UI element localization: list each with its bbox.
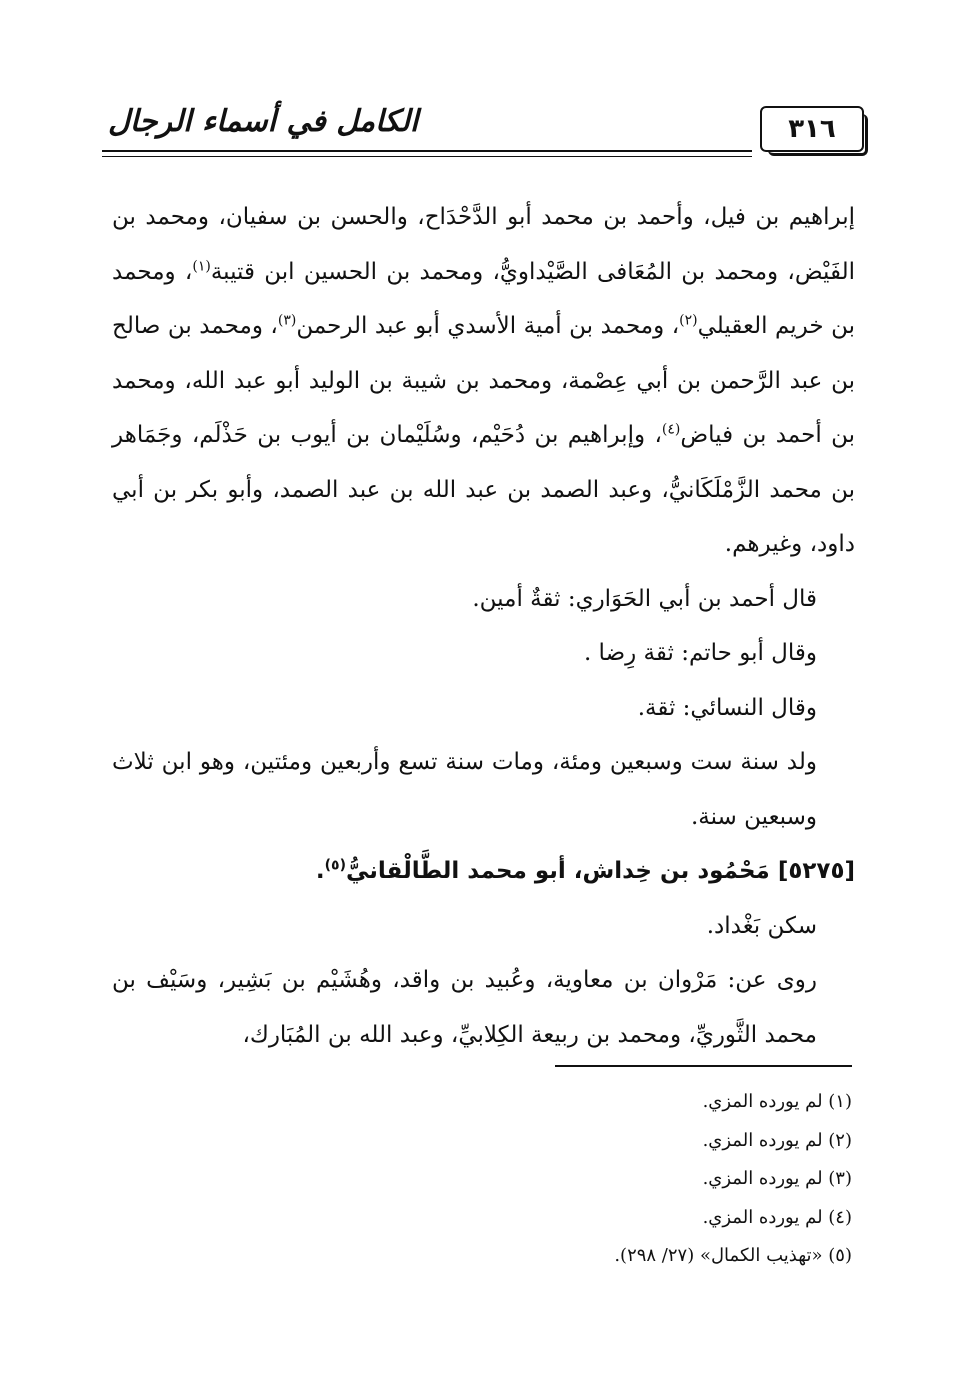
page-header: [102, 100, 864, 162]
footnote-ref-4[interactable]: (٤): [661, 421, 681, 438]
quote-abu-hatim: وقال أبو حاتم: ثقة رِضا .: [583, 640, 817, 666]
footnote-ref-5[interactable]: (٥): [324, 857, 346, 874]
footnote-3: (٣) لم يورده المزي.: [702, 1168, 852, 1189]
paragraph-narrators: إبراهيم بن فيل، وأحمد بن محمد أبو الدَّحْدَاح، والحسن بن سفيان، ومحمد بن الفَيْض، ومحمد بن المُعَافى الصَّيْداويُّ، ومحمد بن الحسين ابن قتيبة$^{(١)}$، ومحمد بن خريم العقيلي$^{(٢)}$، ومحمد بن أمية الأسدي أبو عبد الرحمن$^{(٣)}$، ومحمد بن صالح بن عبد الرَّحمن بن أبي عِصْمة، ومحمد بن شيبة بن الوليد أبو عبد الله، ومحمد بن أحمد بن فياض$^{(٤)}$، وإبراهيم بن دُحَيْم، وسُلَيْمان بن أيوب بن حَذْلَم، وجَمَاهر بن محمد الزَّمْلَكَانيُّ، وعبد الصمد بن عبد الله بن عبد الصمد، وأبو بكر بن أبي داود، وغيرهم.: [112, 204, 855, 557]
footnote-separator: [555, 1065, 852, 1067]
footnote-ref-2[interactable]: (٢): [679, 312, 698, 329]
footnote-1: (١) لم يورده المزي.: [702, 1091, 852, 1112]
paragraph-residence: سكن بَغْداد.: [706, 912, 817, 939]
main-text: [112, 190, 855, 1062]
quote-ahmad: قال أحمد بن أبي الحَوَاري: ثقةٌ أمين.: [472, 585, 817, 612]
page-number: ٣١٦: [760, 106, 864, 152]
entry-heading: [٥٢٧٥] مَحْمُود بن خِداش، أبو محمد الطَّالْقانيُّ$^{(٥)}$.: [315, 857, 855, 884]
header-rule-thin: [102, 156, 752, 157]
footnote-2: (٢) لم يورده المزي.: [702, 1129, 852, 1151]
paragraph-birth-death: ولد سنة ست وسبعين ومئة، ومات سنة تسع وأربعين ومئتين، وهو ابن ثلاث وسبعين سنة.: [112, 749, 817, 830]
book-title: الكامل في أسماء الرجال: [108, 104, 419, 139]
quote-nasai: وقال النسائي: ثقة.: [637, 694, 817, 721]
footnote-4: (٤) لم يورده المزي.: [702, 1206, 852, 1228]
footnotes: [112, 1083, 852, 1276]
footnote-ref-3[interactable]: (٣): [277, 312, 297, 329]
entry-name: مَحْمُود بن خِداش، أبو محمد الطَّالْقانيُّ: [345, 858, 770, 884]
footnote-ref-1[interactable]: (١): [192, 257, 211, 274]
header-rule: [102, 150, 752, 152]
entry-number: [٥٢٧٥]: [777, 858, 855, 884]
paragraph-narrated-from: روى عن: مَرْوان بن معاوية، وعُبيد بن واقد، وهُشَيْم بن بَشِير، وسَيْف بن محمد الثَّوريِّ، ومحمد بن ربيعة الكِلابيِّ، وعبد الله بن المُبَارك،: [112, 967, 817, 1048]
footnote-5: (٥) «تهذيب الكمال» (٢٧/ ٢٩٨).: [614, 1245, 852, 1266]
